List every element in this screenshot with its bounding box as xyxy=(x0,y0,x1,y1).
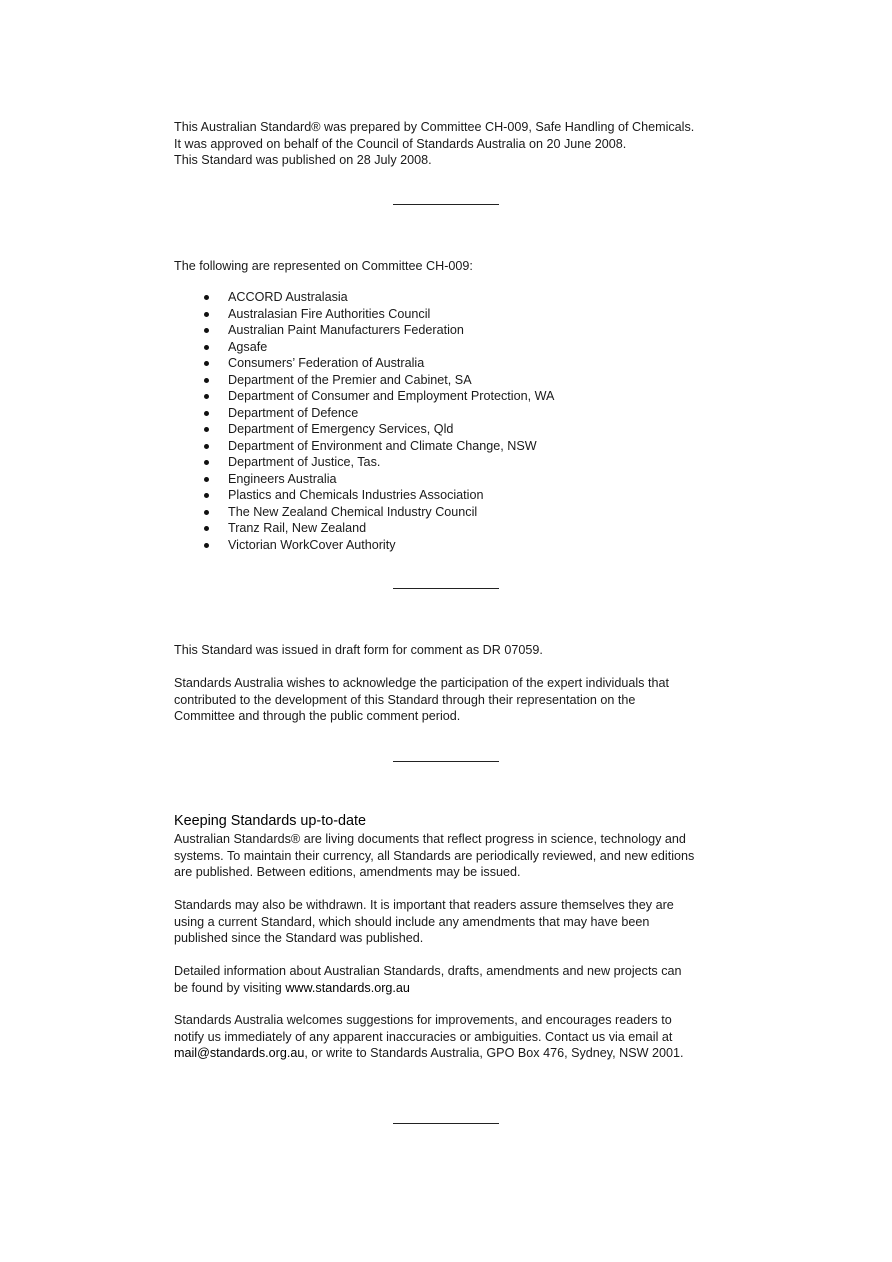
list-item: Australian Paint Manufacturers Federation xyxy=(174,322,734,339)
list-item: Consumers’ Federation of Australia xyxy=(174,355,734,372)
list-item: Department of Environment and Climate Change, NSW xyxy=(174,438,734,455)
preparation-line-2: It was approved on behalf of the Council of Standards Australia on 20 June 2008. xyxy=(174,136,627,151)
website-link[interactable]: www.standards.org.au xyxy=(285,980,410,995)
section-divider-2 xyxy=(393,588,499,589)
acknowledgement-line-1: Standards Australia wishes to acknowledge the participation of the expert individuals that xyxy=(174,676,669,690)
list-item: Department of Justice, Tas. xyxy=(174,454,734,471)
list-item: Agsafe xyxy=(174,339,734,356)
paragraph-line: published since the Standard was published. xyxy=(174,931,424,945)
uptodate-paragraph-2 xyxy=(174,897,734,947)
list-item: Victorian WorkCover Authority xyxy=(174,537,734,554)
email-link[interactable]: mail@standards.org.au xyxy=(174,1046,305,1060)
preparation-line-3: This Standard was published on 28 July 2008. xyxy=(174,153,432,167)
section-heading: Keeping Standards up-to-date xyxy=(174,813,367,829)
uptodate-paragraph-1 xyxy=(174,831,734,881)
list-item: Engineers Australia xyxy=(174,471,734,488)
section-divider-4 xyxy=(393,1123,499,1124)
paragraph-line: Standards may also be withdrawn. It is important that readers assure themselves they are xyxy=(174,898,674,912)
draft-block xyxy=(174,642,734,659)
list-item: Department of the Premier and Cabinet, SA xyxy=(174,372,734,389)
committee-block xyxy=(174,258,734,275)
committee-member-list xyxy=(174,289,734,553)
committee-members xyxy=(174,289,734,553)
preparation-block xyxy=(174,119,734,169)
list-item: Tranz Rail, New Zealand xyxy=(174,520,734,537)
paragraph-line: Detailed information about Australian Standards, drafts, amendments and new projects can xyxy=(174,964,682,978)
uptodate-paragraph-4 xyxy=(174,1012,734,1062)
uptodate-paragraph-3 xyxy=(174,963,734,996)
paragraph-line xyxy=(174,1045,734,1062)
list-item: Department of Consumer and Employment Protection, WA xyxy=(174,388,734,405)
list-item: ACCORD Australasia xyxy=(174,289,734,306)
paragraph-line xyxy=(174,980,734,997)
section-divider-1 xyxy=(393,204,499,205)
list-item: Department of Defence xyxy=(174,405,734,422)
list-item: The New Zealand Chemical Industry Council xyxy=(174,504,734,521)
committee-intro: The following are represented on Committee CH-009: xyxy=(174,259,473,273)
preparation-line-1: This Australian Standard® was prepared by Committee CH-009, Safe Handling of Chemicals. xyxy=(174,120,695,134)
list-item: Plastics and Chemicals Industries Association xyxy=(174,487,734,504)
paragraph-line: Australian Standards® are living documents that reflect progress in science, technology and xyxy=(174,832,686,846)
list-item: Australasian Fire Authorities Council xyxy=(174,306,734,323)
paragraph-line: Standards Australia welcomes suggestions for improvements, and encourages readers to xyxy=(174,1013,672,1027)
paragraph-line: using a current Standard, which should include any amendments that may have been xyxy=(174,914,650,929)
acknowledgement-line-3: Committee and through the public comment period. xyxy=(174,709,461,723)
acknowledgement-block xyxy=(174,675,734,725)
acknowledgement-line-2: contributed to the development of this Standard through their representation on the xyxy=(174,692,636,707)
paragraph-line: are published. Between editions, amendments may be issued. xyxy=(174,865,521,879)
section-divider-3 xyxy=(393,761,499,762)
paragraph-text: be found by visiting xyxy=(174,980,286,995)
paragraph-line: notify us immediately of any apparent inaccuracies or ambiguities. Contact us via email at xyxy=(174,1029,673,1044)
paragraph-text: , or write to Standards Australia, GPO Box 476, Sydney, NSW 2001. xyxy=(304,1046,684,1060)
list-item: Department of Emergency Services, Qld xyxy=(174,421,734,438)
draft-issued: This Standard was issued in draft form for comment as DR 07059. xyxy=(174,643,543,657)
paragraph-line: systems. To maintain their currency, all Standards are periodically reviewed, and new editions xyxy=(174,848,695,863)
uptodate-heading-block xyxy=(174,813,734,830)
